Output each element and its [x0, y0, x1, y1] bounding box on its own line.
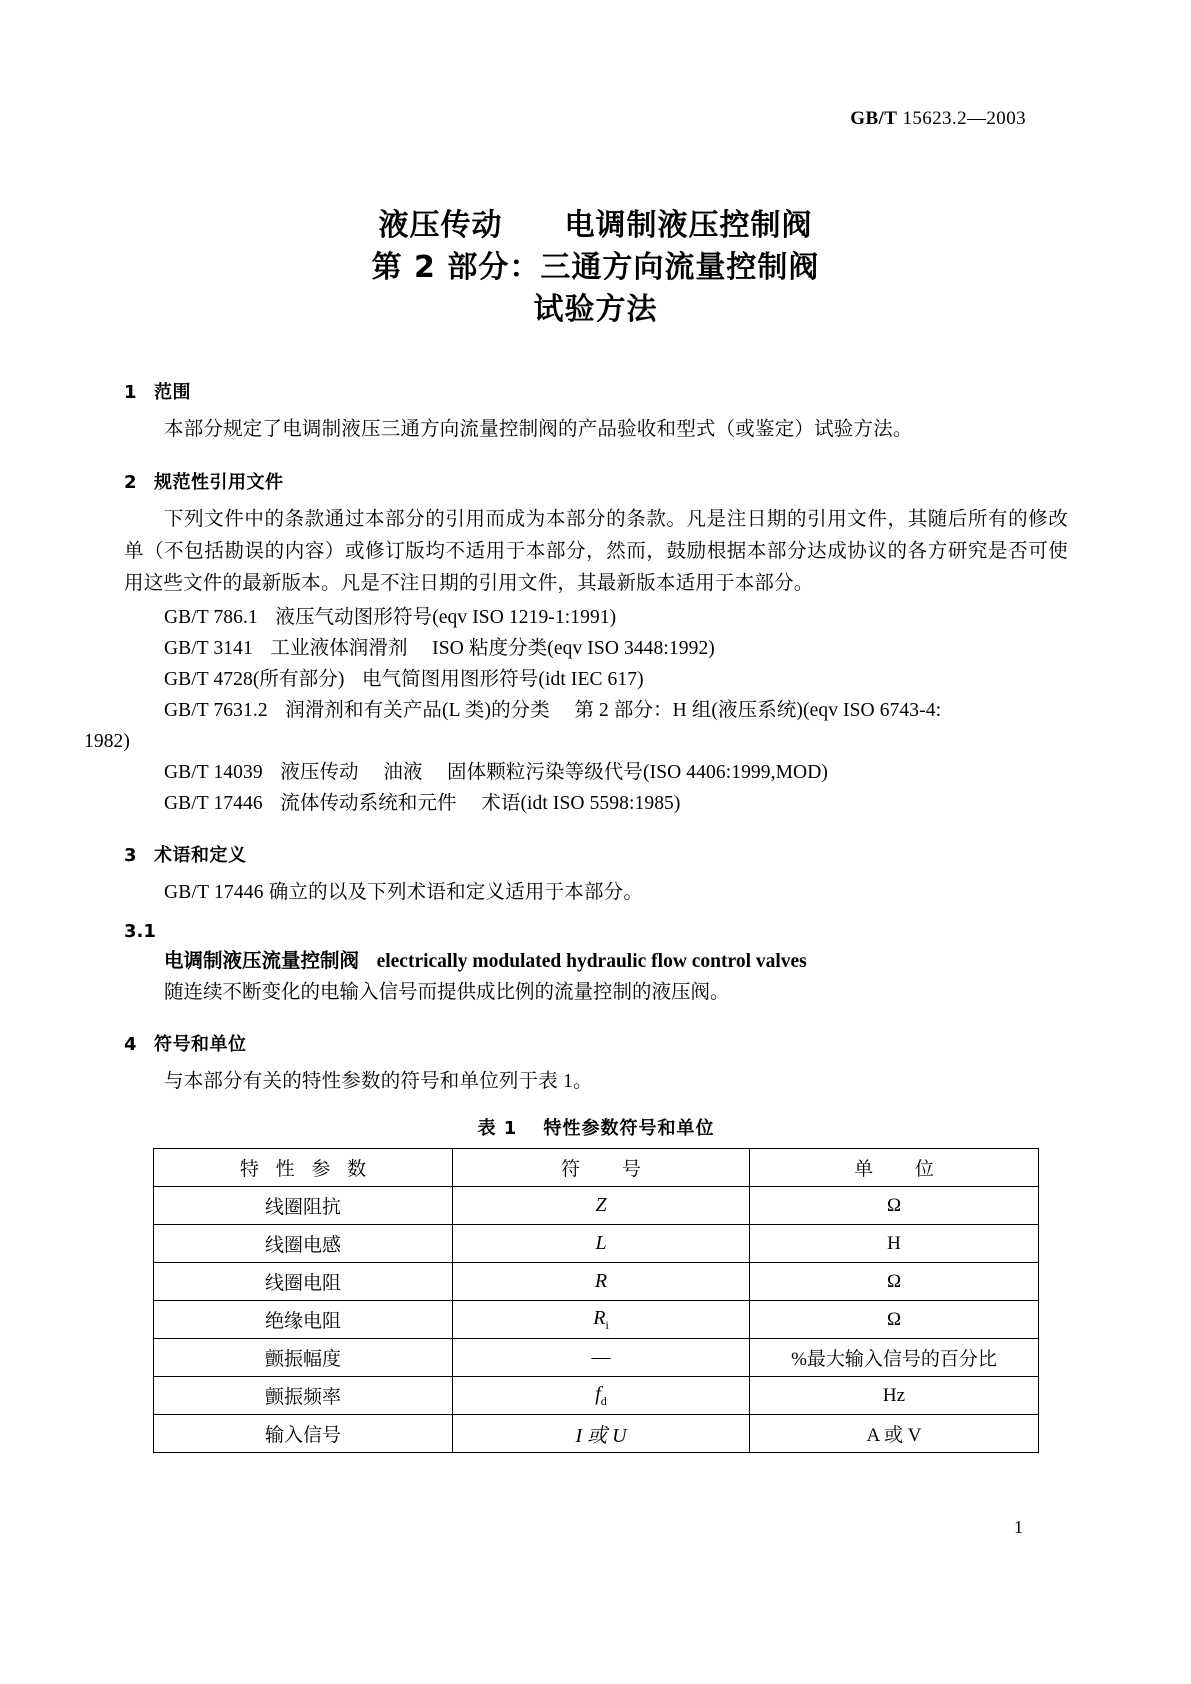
reference-equivalence: (idt IEC 617)	[538, 669, 644, 690]
unit-text: H	[887, 1232, 901, 1254]
reference-title: 电气简图用图形符号	[361, 669, 539, 690]
section-number-4: 4	[124, 1034, 138, 1055]
cell-parameter: 线圈阻抗	[154, 1187, 453, 1225]
reference-code: GB/T 7631.2	[164, 700, 268, 721]
reference-item	[124, 757, 1068, 788]
reference-item	[124, 602, 1068, 633]
title-line-3: 试验方法	[533, 292, 658, 327]
section-number-2: 2	[124, 472, 138, 493]
column-header-unit: 单 位	[750, 1149, 1039, 1187]
reference-code: GB/T 14039	[164, 762, 263, 783]
reference-equivalence: (idt ISO 5598:1985)	[520, 793, 681, 814]
cell-parameter: 颤振幅度	[154, 1339, 453, 1377]
cell-parameter: 线圈电感	[154, 1225, 453, 1263]
cell-symbol	[453, 1301, 750, 1339]
reference-code: GB/T 786.1	[164, 607, 258, 628]
symbol-text: L	[595, 1232, 607, 1254]
section-3-paragraph: GB/T 17446 确立的以及下列术语和定义适用于本部分。	[164, 882, 644, 903]
document-body	[84, 378, 1068, 1453]
reference-equivalence: (eqv ISO 3448:1992)	[547, 638, 715, 659]
symbol-text: I 或 U	[575, 1425, 627, 1447]
section-2-paragraph: 下列文件中的条款通过本部分的引用而成为本部分的条款。凡是注日期的引用文件，其随后所有的修改单（不包括勘误的内容）或修订版均不适用于本部分，然而，鼓励根据本部分达成协议的各方研究是否可使用这些文件的最新版本。凡是不注日期的引用文件，其最新版本适用于本部分。	[124, 509, 1068, 594]
page-number: 1	[1014, 1517, 1023, 1537]
unit-text: Ω	[886, 1308, 902, 1330]
reference-continuation: 1982)	[84, 731, 130, 752]
section-heading-2	[124, 468, 1068, 494]
symbol-text: —	[591, 1346, 611, 1368]
symbol-base: R	[593, 1306, 606, 1329]
cell-symbol	[453, 1187, 750, 1225]
cell-symbol	[453, 1339, 750, 1377]
cell-unit	[750, 1263, 1039, 1301]
column-header-symbol: 符 号	[453, 1149, 750, 1187]
cell-parameter: 线圈电阻	[154, 1263, 453, 1301]
cell-symbol	[453, 1225, 750, 1263]
cell-symbol	[453, 1415, 750, 1453]
standard-number: 15623.2—2003	[897, 108, 1026, 129]
section-title-1: 范围	[154, 382, 191, 403]
term-definition: 随连续不断变化的电输入信号而提供成比例的流量控制的液压阀。	[164, 982, 730, 1003]
subsection-number-3-1: 3.1	[124, 921, 156, 942]
table-row	[154, 1301, 1039, 1339]
term-english: electrically modulated hydraulic flow control valves	[376, 951, 807, 972]
symbol-base: f	[595, 1382, 601, 1405]
table-row	[154, 1263, 1039, 1301]
table-row	[154, 1377, 1039, 1415]
unit-text: A 或 V	[866, 1425, 922, 1446]
characteristic-parameters-table	[153, 1148, 1039, 1453]
cell-symbol	[453, 1263, 750, 1301]
section-heading-4	[124, 1030, 1068, 1056]
reference-title: 润滑剂和有关产品(L 类)的分类 第 2 部分：H 组(液压系统)	[285, 700, 803, 721]
term-entry	[124, 946, 1068, 977]
cell-unit	[750, 1225, 1039, 1263]
reference-equivalence: (eqv ISO 1219-1:1991)	[432, 607, 617, 628]
running-header	[850, 108, 1026, 130]
symbol-text: R	[594, 1270, 608, 1292]
cell-symbol	[453, 1377, 750, 1415]
section-number-3: 3	[124, 845, 138, 866]
cell-unit	[750, 1187, 1039, 1225]
symbol-text	[593, 1306, 609, 1332]
cell-parameter: 绝缘电阻	[154, 1301, 453, 1339]
reference-item	[124, 664, 1068, 695]
reference-title: 工业液体润滑剂 ISO 粘度分类	[270, 638, 548, 659]
unit-text: Ω	[886, 1194, 902, 1216]
column-header-parameter: 特 性 参 数	[154, 1149, 453, 1187]
cell-parameter: 输入信号	[154, 1415, 453, 1453]
cell-unit	[750, 1377, 1039, 1415]
section-heading-1	[124, 378, 1068, 404]
symbol-subscript: i	[605, 1317, 609, 1332]
title-line-2: 第 2 部分：三通方向流量控制阀	[371, 250, 820, 285]
section-4-paragraph: 与本部分有关的特性参数的符号和单位列于表 1。	[164, 1071, 593, 1092]
cell-unit	[750, 1415, 1039, 1453]
table-header-row	[154, 1149, 1039, 1187]
standard-prefix: GB/T	[850, 108, 898, 129]
table-row	[154, 1339, 1039, 1377]
term-chinese: 电调制液压流量控制阀	[164, 951, 360, 972]
unit-text: Hz	[882, 1384, 906, 1406]
reference-code: GB/T 17446	[164, 793, 263, 814]
section-title-3: 术语和定义	[154, 845, 247, 866]
table-row	[154, 1187, 1039, 1225]
reference-equivalence: (eqv ISO 6743-4:	[803, 700, 942, 721]
cell-unit	[750, 1301, 1039, 1339]
section-heading-3	[124, 841, 1068, 867]
section-title-4: 符号和单位	[154, 1034, 247, 1055]
title-line-1: 液压传动 电调制液压控制阀	[378, 208, 813, 243]
unit-text: Ω	[886, 1270, 902, 1292]
table-body	[154, 1187, 1039, 1453]
reference-title: 液压传动 油液 固体颗粒污染等级代号	[280, 762, 644, 783]
symbol-text	[595, 1382, 607, 1408]
table-caption: 表 1 特性参数符号和单位	[477, 1118, 715, 1139]
cell-parameter: 颤振频率	[154, 1377, 453, 1415]
symbol-subscript: d	[600, 1393, 607, 1408]
reference-item	[124, 788, 1068, 819]
section-number-1: 1	[124, 382, 138, 403]
normative-reference-list	[84, 602, 1068, 819]
document-title	[0, 205, 1191, 331]
reference-code: GB/T 3141	[164, 638, 253, 659]
reference-code: GB/T 4728(所有部分)	[164, 669, 345, 690]
reference-title: 流体传动系统和元件 术语	[280, 793, 521, 814]
reference-equivalence: (ISO 4406:1999,MOD)	[643, 762, 828, 783]
table-row	[154, 1415, 1039, 1453]
symbol-text: Z	[595, 1194, 607, 1216]
reference-item	[84, 695, 1068, 757]
section-1-paragraph: 本部分规定了电调制液压三通方向流量控制阀的产品验收和型式（或鉴定）试验方法。	[164, 419, 913, 440]
section-title-2: 规范性引用文件	[154, 472, 284, 493]
table-row	[154, 1225, 1039, 1263]
cell-unit: %最大输入信号的百分比	[750, 1339, 1039, 1377]
reference-item	[124, 633, 1068, 664]
reference-title: 液压气动图形符号	[275, 607, 433, 628]
